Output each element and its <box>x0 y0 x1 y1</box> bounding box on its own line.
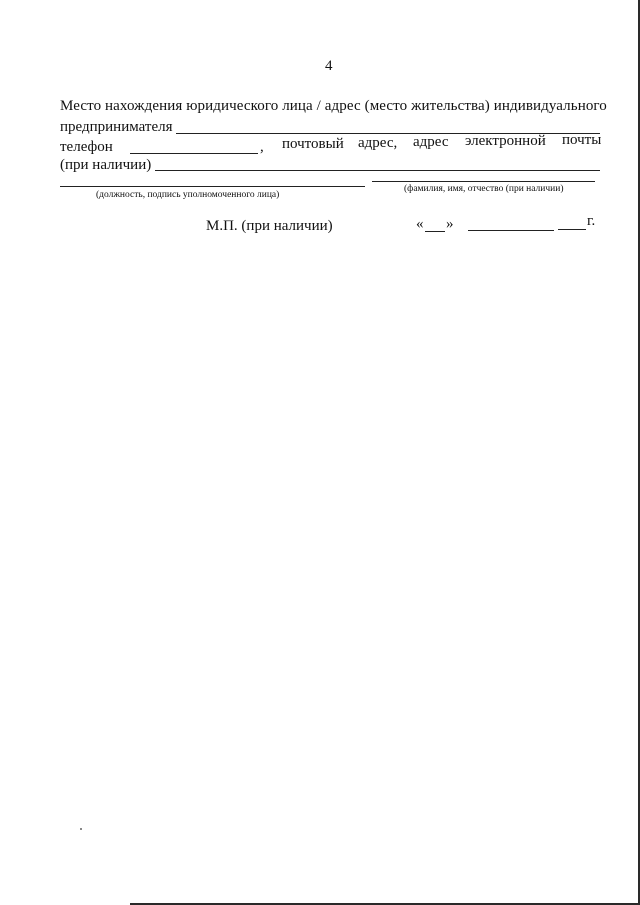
scan-speck <box>80 828 82 830</box>
date-close-quote: » <box>446 216 454 232</box>
signature-caption: (должность, подпись уполномоченного лица) <box>96 190 280 200</box>
if-any-label: (при наличии) <box>60 157 152 173</box>
address-word-2: адрес <box>413 134 449 150</box>
entrepreneur-label: предпринимателя <box>60 119 173 135</box>
phone-comma: , <box>260 139 264 155</box>
electronic-word: электронной <box>465 133 546 149</box>
postal-word: почтовый <box>282 136 344 152</box>
mail-word: почты <box>562 132 602 148</box>
address-word: адрес, <box>358 135 398 151</box>
date-day-line[interactable] <box>425 231 445 232</box>
date-month-line[interactable] <box>468 230 554 231</box>
email-field-line[interactable] <box>155 170 600 171</box>
date-year-suffix: г. <box>587 213 596 229</box>
stamp-label: М.П. (при наличии) <box>206 218 333 234</box>
date-open-quote: « <box>416 216 424 232</box>
location-label: Место нахождения юридического лица / адрес (место жительства) индивидуального <box>60 98 607 114</box>
page-number: 4 <box>325 58 333 74</box>
full-name-field-line[interactable] <box>372 181 595 182</box>
date-year-line[interactable] <box>558 229 586 230</box>
signature-field-line[interactable] <box>60 186 365 187</box>
full-name-caption: (фамилия, имя, отчество (при наличии) <box>404 184 564 194</box>
phone-field-line[interactable] <box>130 153 258 154</box>
phone-label: телефон <box>60 139 113 155</box>
